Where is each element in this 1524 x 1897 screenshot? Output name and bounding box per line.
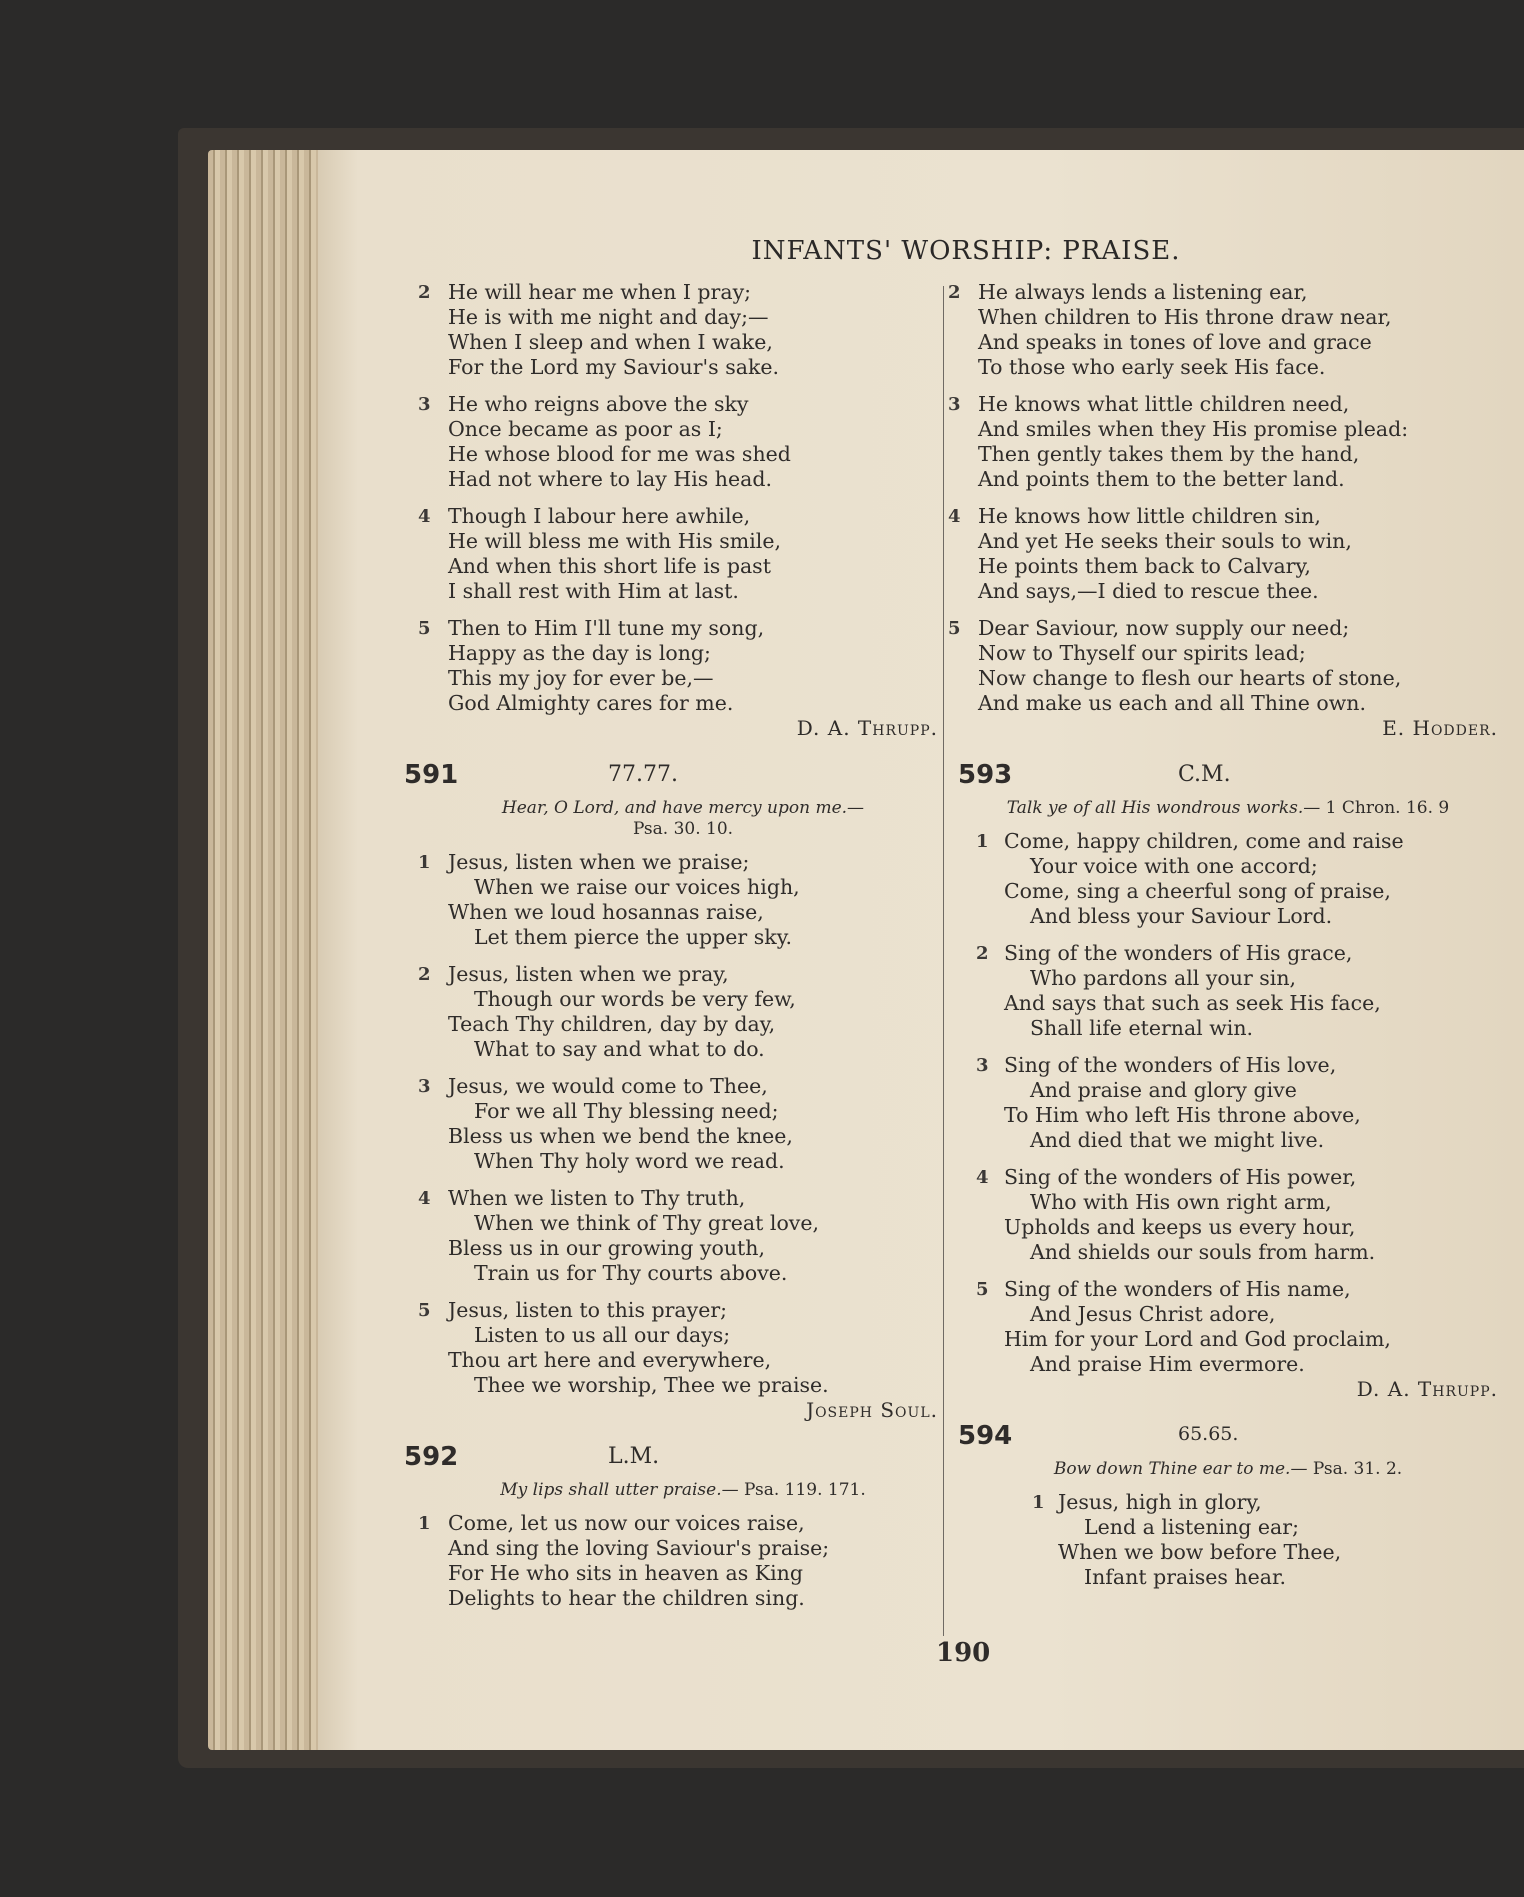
verse — [418, 1074, 948, 1174]
verse-line: I shall rest with Him at last. — [448, 579, 739, 603]
verse-line: Now to Thyself our spirits lead; — [978, 641, 1306, 665]
verse-line: And shields our souls from harm. — [1030, 1240, 1376, 1264]
verse-line: Let them pierce the upper sky. — [474, 925, 793, 949]
verse-line: He will bless me with His smile, — [448, 529, 781, 553]
verse-line: And smiles when they His promise plead: — [978, 417, 1409, 441]
verse-line: When we raise our voices high, — [474, 875, 800, 899]
verse-line: Sing of the wonders of His grace, — [1004, 941, 1353, 965]
scripture-ref: Psa. 30. 10. — [632, 819, 734, 839]
verse-number: 1 — [418, 852, 431, 873]
verse-number: 3 — [418, 394, 431, 415]
verse — [948, 1053, 1508, 1153]
verse — [418, 616, 948, 716]
hymn-number: 592 — [404, 1442, 459, 1472]
verse — [418, 962, 948, 1062]
verse-line: Jesus, listen when we pray, — [448, 962, 729, 986]
verse — [418, 850, 948, 950]
verse-line: Once became as poor as I; — [448, 417, 723, 441]
verse-number: 2 — [976, 943, 989, 964]
verse-line: And says that such as seek His face, — [1004, 991, 1381, 1015]
verse-line: And make us each and all Thine own. — [978, 691, 1366, 715]
verse-line: Then to Him I'll tune my song, — [448, 616, 765, 640]
hymn-number: 594 — [958, 1421, 1013, 1451]
verse-line: Bless us in our growing youth, — [448, 1236, 765, 1260]
hymn-header — [948, 758, 1508, 798]
verse-line: And points them to the better land. — [978, 467, 1345, 491]
verse-number: 2 — [418, 282, 431, 303]
verse — [948, 280, 1508, 380]
hymn-meter: L.M. — [608, 1444, 660, 1469]
verse-line: Come, sing a cheerful song of praise, — [1004, 879, 1391, 903]
verse-line: When children to His throne draw near, — [978, 305, 1392, 329]
hymn-number: 593 — [958, 760, 1013, 790]
hymn-author: E. Hodder. — [1382, 716, 1498, 740]
verse-line: And speaks in tones of love and grace — [978, 330, 1372, 354]
verse-line: And praise Him evermore. — [1030, 1352, 1305, 1376]
scripture-quote: My lips shall utter praise.— — [500, 1480, 739, 1500]
verse-number: 2 — [948, 282, 961, 303]
verse-line: Delights to hear the children sing. — [448, 1586, 805, 1610]
verse-line: Come, happy children, come and raise — [1004, 829, 1404, 853]
right-column — [948, 280, 1508, 1602]
verse-line: Teach Thy children, day by day, — [448, 1012, 776, 1036]
verse-line: For we all Thy blessing need; — [474, 1099, 779, 1123]
verse-number: 4 — [418, 506, 431, 527]
running-head: INFANTS' WORSHIP: PRAISE. — [751, 236, 1181, 266]
verse-line: And yet He seeks their souls to win, — [978, 529, 1352, 553]
verse — [948, 829, 1508, 929]
verse-line: Who pardons all your sin, — [1030, 966, 1297, 990]
verse-line: He points them back to Calvary, — [978, 554, 1311, 578]
verse-line: Though I labour here awhile, — [448, 504, 751, 528]
verse-line: Listen to us all our days; — [474, 1323, 731, 1347]
verse-line: Jesus, listen when we praise; — [448, 850, 750, 874]
verse-line: Sing of the wonders of His name, — [1004, 1277, 1351, 1301]
verse-line: Upholds and keeps us every hour, — [1004, 1215, 1356, 1239]
scripture-text — [948, 1459, 1508, 1480]
verse — [948, 616, 1508, 716]
verse-line: Bless us when we bend the knee, — [448, 1124, 793, 1148]
verse-line: He knows how little children sin, — [978, 504, 1321, 528]
verse-line: Dear Saviour, now supply our need; — [978, 616, 1350, 640]
verse-number: 2 — [418, 964, 431, 985]
hymn-number: 591 — [404, 760, 459, 790]
verse-line: And says,—I died to rescue thee. — [978, 579, 1319, 603]
hymn-meter: C.M. — [1178, 762, 1231, 787]
verse-line: God Almighty cares for me. — [448, 691, 734, 715]
verse — [418, 280, 948, 380]
verse — [948, 1277, 1508, 1377]
verse-line: Jesus, listen to this prayer; — [448, 1298, 728, 1322]
verse-line: Infant praises hear. — [1084, 1565, 1287, 1589]
verse-line: Your voice with one accord; — [1030, 854, 1318, 878]
verse-line: Sing of the wonders of His love, — [1004, 1053, 1337, 1077]
verse — [418, 1186, 948, 1286]
scripture-text — [418, 798, 948, 840]
verse-line: When I sleep and when I wake, — [448, 330, 773, 354]
verse-line: When Thy holy word we read. — [474, 1149, 785, 1173]
hymn-meter: 65.65. — [1178, 1423, 1239, 1445]
verse-line: He is with me night and day;— — [448, 305, 769, 329]
verse-line: For the Lord my Saviour's sake. — [448, 355, 780, 379]
verse-number: 5 — [418, 1300, 431, 1321]
verse-line: And sing the loving Saviour's praise; — [448, 1536, 830, 1560]
verse-line: Jesus, we would come to Thee, — [448, 1074, 768, 1098]
page-edges — [208, 150, 328, 1750]
verse-line: Thou art here and everywhere, — [448, 1348, 772, 1372]
left-column — [404, 280, 948, 1623]
verse-number: 4 — [948, 506, 961, 527]
verse-line: Happy as the day is long; — [448, 641, 711, 665]
scripture-quote: Talk ye of all His wondrous works.— — [1006, 798, 1321, 818]
verse-line: Who with His own right arm, — [1030, 1190, 1332, 1214]
verse-line: And Jesus Christ adore, — [1030, 1302, 1276, 1326]
verse — [948, 941, 1508, 1041]
verse-line: This my joy for ever be,— — [448, 666, 714, 690]
verse — [418, 504, 948, 604]
scripture-text — [418, 1480, 948, 1501]
verse — [948, 1165, 1508, 1265]
verse-number: 5 — [418, 618, 431, 639]
hymn-author: Joseph Soul. — [806, 1398, 938, 1422]
verse-line: Thee we worship, Thee we praise. — [474, 1373, 829, 1397]
verse-line: Come, let us now our voices raise, — [448, 1511, 805, 1535]
verse-line: And died that we might live. — [1030, 1128, 1325, 1152]
verse-line: And when this short life is past — [448, 554, 771, 578]
page-number: 190 — [936, 1638, 991, 1668]
hymn-header — [948, 1419, 1508, 1459]
hymn-author: D. A. Thrupp. — [796, 716, 938, 740]
verse — [948, 1490, 1508, 1590]
verse-number: 4 — [418, 1188, 431, 1209]
hymn-header — [404, 758, 948, 798]
verse-line: And bless your Saviour Lord. — [1030, 904, 1333, 928]
verse-number: 1 — [418, 1513, 431, 1534]
scripture-ref: 1 Chron. 16. 9 — [1325, 798, 1450, 818]
verse — [948, 392, 1508, 492]
book-page — [318, 150, 1524, 1750]
verse-line: Had not where to lay His head. — [448, 467, 773, 491]
scripture-text — [948, 798, 1508, 819]
verse-line: Though our words be very few, — [474, 987, 796, 1011]
verse-line: Now change to flesh our hearts of stone, — [978, 666, 1402, 690]
verse-line: What to say and what to do. — [474, 1037, 765, 1061]
hymn-header — [404, 1440, 948, 1480]
verse-line: He will hear me when I pray; — [448, 280, 752, 304]
verse — [418, 1298, 948, 1398]
verse-line: Sing of the wonders of His power, — [1004, 1165, 1357, 1189]
verse-line: And praise and glory give — [1030, 1078, 1297, 1102]
verse-line: Shall life eternal win. — [1030, 1016, 1254, 1040]
verse-number: 4 — [976, 1167, 989, 1188]
verse-line: When we bow before Thee, — [1058, 1540, 1342, 1564]
verse — [418, 1511, 948, 1611]
verse-line: He knows what little children need, — [978, 392, 1350, 416]
verse — [418, 392, 948, 492]
verse-line: When we loud hosannas raise, — [448, 900, 764, 924]
verse — [948, 504, 1508, 604]
hymn-author: D. A. Thrupp. — [1356, 1377, 1498, 1401]
verse-line: To Him who left His throne above, — [1004, 1103, 1361, 1127]
verse-line: Him for your Lord and God proclaim, — [1004, 1327, 1391, 1351]
verse-line: Lend a listening ear; — [1084, 1515, 1299, 1539]
verse-number: 3 — [976, 1055, 989, 1076]
verse-number: 5 — [948, 618, 961, 639]
verse-number: 3 — [418, 1076, 431, 1097]
scripture-ref: Psa. 119. 171. — [744, 1480, 866, 1500]
verse-line: Then gently takes them by the hand, — [978, 442, 1360, 466]
verse-number: 5 — [976, 1279, 989, 1300]
scripture-ref: Psa. 31. 2. — [1312, 1459, 1403, 1479]
scripture-quote: Bow down Thine ear to me.— — [1053, 1459, 1308, 1479]
verse-line: When we think of Thy great love, — [474, 1211, 820, 1235]
verse-line: Train us for Thy courts above. — [474, 1261, 788, 1285]
verse-line: To those who early seek His face. — [978, 355, 1326, 379]
hymn-meter: 77.77. — [608, 762, 678, 787]
verse-line: Jesus, high in glory, — [1058, 1490, 1262, 1514]
verse-line: For He who sits in heaven as King — [448, 1561, 803, 1585]
verse-line: He whose blood for me was shed — [448, 442, 791, 466]
verse-line: He who reigns above the sky — [448, 392, 749, 416]
verse-number: 1 — [1032, 1492, 1045, 1513]
verse-number: 1 — [976, 831, 989, 852]
verse-line: He always lends a listening ear, — [978, 280, 1308, 304]
scripture-quote: Hear, O Lord, and have mercy upon me.— — [501, 798, 865, 818]
verse-number: 3 — [948, 394, 961, 415]
verse-line: When we listen to Thy truth, — [448, 1186, 746, 1210]
